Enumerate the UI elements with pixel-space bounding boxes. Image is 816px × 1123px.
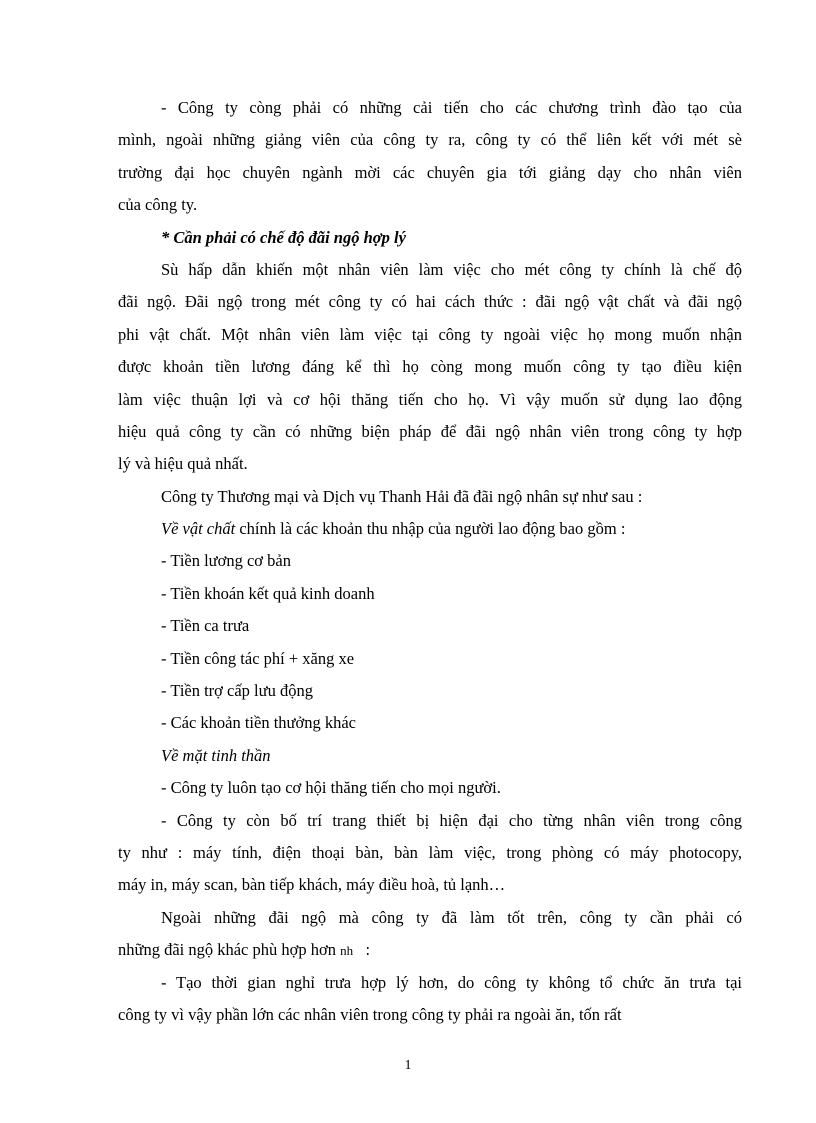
paragraph-line: được khoản tiền lương đáng kể thì họ còng mong muốn công ty tạo điều kiện bbox=[118, 357, 742, 377]
document-body bbox=[118, 92, 742, 1031]
list-item: - Tiền trợ cấp lưu động bbox=[161, 681, 313, 701]
paragraph-line: hiệu quả công ty cần có những biện pháp để đãi ngộ nhân viên trong công ty hợp bbox=[118, 421, 742, 441]
list-item: - Tiền khoán kết quả kinh doanh bbox=[161, 583, 375, 603]
paragraph-line: của công ty. bbox=[118, 195, 198, 215]
paragraph-line: công ty vì vậy phần lớn các nhân viên trong công ty phải ra ngoài ăn, tốn rất bbox=[118, 1004, 622, 1024]
list-item: - Tiền công tác phí + xăng xe bbox=[161, 648, 355, 668]
paragraph-line: - Tạo thời gian nghỉ trưa hợp lý hơn, do công ty không tổ chức ăn trưa tại bbox=[161, 972, 742, 992]
paragraph-line: máy in, máy scan, bàn tiếp khách, máy điều hoà, tủ lạnh… bbox=[118, 875, 506, 895]
paragraph-line: đãi ngộ. Đãi ngộ trong mét công ty có hai cách thức : đãi ngộ vật chất và đãi ngộ bbox=[118, 292, 742, 312]
text-run-small: nh bbox=[340, 943, 354, 959]
spirit-label: Về mặt tinh thần bbox=[161, 745, 271, 765]
list-item: - Công ty luôn tạo cơ hội thăng tiến cho mọi người. bbox=[161, 778, 501, 798]
paragraph-line: lý và hiệu quả nhất. bbox=[118, 454, 248, 474]
paragraph-line: trường đại học chuyên ngành mời các chuyên gia tới giảng dạy cho nhân viên bbox=[118, 162, 742, 182]
text-run: những đãi ngộ khác phù hợp hơn bbox=[118, 940, 341, 960]
list-item: - Tiền lương cơ bản bbox=[161, 551, 291, 571]
paragraph-line: làm việc thuận lợi và cơ hội thăng tiến cho họ. Vì vậy muốn sử dụng lao động bbox=[118, 389, 742, 409]
paragraph-line: - Công ty còn bố trí trang thiết bị hiện đại cho từng nhân viên trong công bbox=[161, 810, 742, 830]
section-heading: * Cần phải có chế độ đãi ngộ hợp lý bbox=[161, 227, 406, 247]
paragraph-line: Sù hấp dẫn khiến một nhân viên làm việc cho mét công ty chính là chế độ bbox=[161, 259, 742, 279]
paragraph-line: Công ty Thương mại và Dịch vụ Thanh Hải đã đãi ngộ nhân sự như sau : bbox=[161, 486, 643, 506]
paragraph-line: ty như : máy tính, điện thoại bàn, bàn làm việc, trong phòng có máy photocopy, bbox=[118, 842, 742, 862]
material-intro bbox=[118, 513, 742, 545]
list-item: - Tiền ca trưa bbox=[161, 616, 250, 636]
paragraph-line: phi vật chất. Một nhân viên làm việc tại công ty ngoài việc họ mong muốn nhận bbox=[118, 324, 742, 344]
material-rest: chính là các khoản thu nhập của người lao động bao gồm : bbox=[235, 519, 626, 539]
page-number: 1 bbox=[404, 1058, 412, 1073]
paragraph-line: - Công ty còng phải có những cải tiến cho các chương trình đào tạo của bbox=[161, 98, 742, 117]
text-run: : bbox=[353, 940, 371, 960]
list-item: - Các khoản tiền thưởng khác bbox=[161, 713, 356, 733]
material-label: Về vật chất bbox=[161, 519, 236, 539]
paragraph-line: mình, ngoài những giảng viên của công ty ra, công ty có thể liên kết với mét sè bbox=[118, 130, 742, 150]
paragraph-line bbox=[118, 934, 742, 966]
paragraph-line: Ngoài những đãi ngộ mà công ty đã làm tốt trên, công ty cần phải có bbox=[161, 907, 742, 927]
